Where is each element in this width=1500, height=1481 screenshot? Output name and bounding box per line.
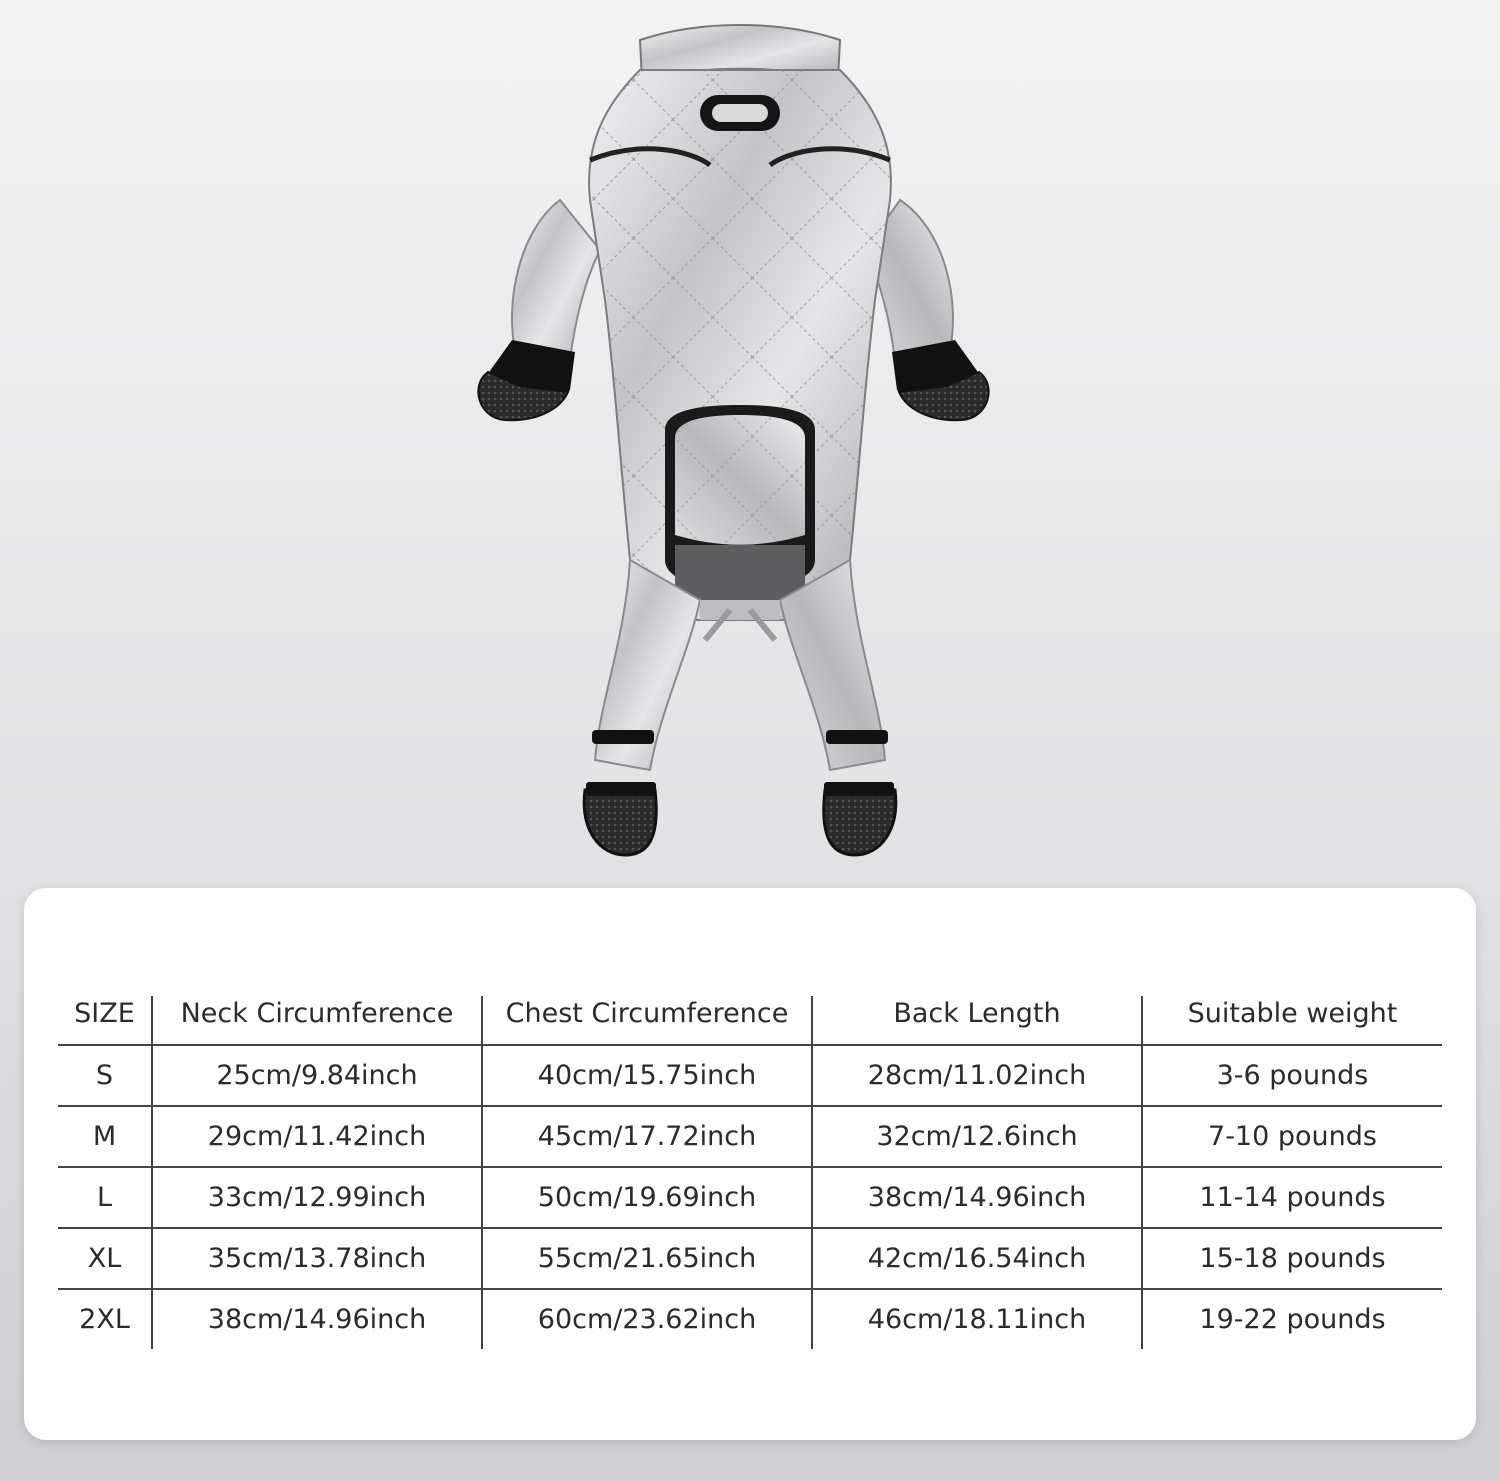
chest-cell: 60cm/23.62inch	[482, 1289, 812, 1349]
weight-cell: 7-10 pounds	[1142, 1106, 1442, 1167]
table-row	[58, 1106, 1442, 1167]
back-length-cell: 32cm/12.6inch	[812, 1106, 1142, 1167]
header-back-length: Back Length	[812, 996, 1142, 1045]
table-row	[58, 1228, 1442, 1289]
table-header-row	[58, 996, 1442, 1045]
back-length-cell: 42cm/16.54inch	[812, 1228, 1142, 1289]
chest-cell: 40cm/15.75inch	[482, 1045, 812, 1106]
weight-cell: 15-18 pounds	[1142, 1228, 1442, 1289]
chest-cell: 45cm/17.72inch	[482, 1106, 812, 1167]
size-chart-table	[58, 996, 1442, 1349]
weight-cell: 19-22 pounds	[1142, 1289, 1442, 1349]
size-cell: 2XL	[58, 1289, 152, 1349]
table-row	[58, 1289, 1442, 1349]
size-cell: M	[58, 1106, 152, 1167]
weight-cell: 11-14 pounds	[1142, 1167, 1442, 1228]
header-chest-circumference: Chest Circumference	[482, 996, 812, 1045]
table-row	[58, 1167, 1442, 1228]
back-length-cell: 38cm/14.96inch	[812, 1167, 1142, 1228]
weight-cell: 3-6 pounds	[1142, 1045, 1442, 1106]
neck-cell: 33cm/12.99inch	[152, 1167, 482, 1228]
chest-cell: 50cm/19.69inch	[482, 1167, 812, 1228]
table-row	[58, 1045, 1442, 1106]
size-cell: S	[58, 1045, 152, 1106]
header-size: SIZE	[74, 998, 135, 1029]
neck-cell: 25cm/9.84inch	[152, 1045, 482, 1106]
neck-cell: 29cm/11.42inch	[152, 1106, 482, 1167]
back-length-cell: 28cm/11.02inch	[812, 1045, 1142, 1106]
neck-cell: 38cm/14.96inch	[152, 1289, 482, 1349]
chest-cell: 55cm/21.65inch	[482, 1228, 812, 1289]
neck-cell: 35cm/13.78inch	[152, 1228, 482, 1289]
header-suitable-weight: Suitable weight	[1142, 996, 1442, 1045]
size-cell: XL	[58, 1228, 152, 1289]
back-length-cell: 46cm/18.11inch	[812, 1289, 1142, 1349]
size-cell: L	[58, 1167, 152, 1228]
header-neck-circumference: Neck Circumference	[152, 996, 482, 1045]
